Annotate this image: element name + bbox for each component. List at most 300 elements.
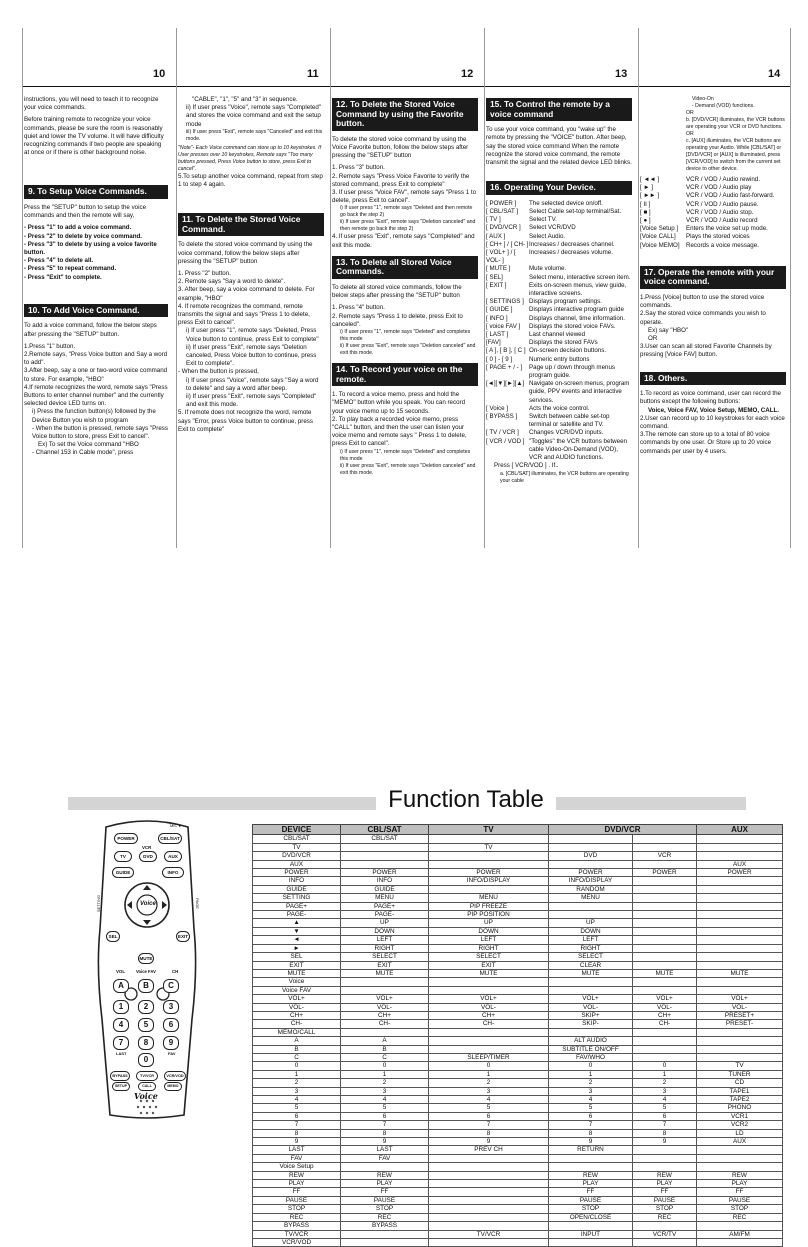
info-button[interactable]: INFO (162, 867, 184, 878)
table-cell: 0 (253, 1062, 341, 1070)
list-item: i) If user press "1", remote says "Deleted and then remote go back the step 2) (340, 205, 473, 219)
table-cell: UP (429, 919, 549, 927)
digit-7-button[interactable]: 7 (113, 1036, 129, 1050)
table-cell: FF (697, 1188, 783, 1196)
table-cell: RIGHT (549, 944, 633, 952)
key-description-row (486, 339, 632, 347)
table-cell (697, 978, 783, 986)
table-cell: PAUSE (697, 1196, 783, 1204)
bypass-button[interactable]: BYPASS (110, 1071, 130, 1081)
table-cell: TV/VCR (253, 1230, 341, 1238)
table-cell: TV/VCR (429, 1230, 549, 1238)
key-name: [ CBL/SAT ] (486, 208, 519, 215)
table-cell (341, 986, 429, 994)
table-cell: CH- (429, 1020, 549, 1028)
list-item: 2.Say the stored voice commands you wish to operate. (640, 310, 766, 326)
page-label: PAGE (194, 898, 200, 909)
table-cell: PAGE- (341, 911, 429, 919)
table-cell: SELECT (549, 953, 633, 961)
table-row (253, 1154, 783, 1162)
table-cell (697, 877, 783, 885)
key-name: [ INFO ] (486, 314, 508, 322)
key-description: Increases / decreases channel. (529, 240, 615, 248)
table-cell: 3 (253, 1087, 341, 1095)
table-cell (429, 1238, 549, 1246)
key-name: [ PAGE + / - ] (486, 363, 523, 371)
table-cell: ► (253, 944, 341, 952)
table-cell (341, 860, 429, 868)
table-row (253, 1028, 783, 1036)
table-row (253, 1163, 783, 1171)
table-cell: 2 (341, 1079, 429, 1087)
table-cell: MUTE (253, 969, 341, 977)
table-cell: STOP (341, 1205, 429, 1213)
list-item: OR (686, 110, 694, 116)
table-cell: 5 (549, 1104, 633, 1112)
page-number: 10 (153, 68, 166, 80)
cbl-sat-button[interactable]: CBL/SAT (158, 833, 182, 844)
key-description: Plays the stored voices (686, 233, 750, 241)
table-cell (549, 1154, 633, 1162)
key-description: On-screen decision buttons. (529, 347, 607, 355)
table-cell: SLEEP/TIMER (429, 1053, 549, 1061)
table-cell (697, 986, 783, 994)
list-item: 2.User can record up to 10 keystrokes for each voice command. (640, 414, 785, 431)
table-cell: CH+ (341, 1011, 429, 1019)
table-cell: RETURN (549, 1146, 633, 1154)
list-item: - When the button is pressed, (178, 368, 259, 376)
list-item: 3.After beep, say a one or two-word voice command to store. For example, "HBO" (24, 367, 168, 383)
exit-button[interactable]: EXIT (176, 931, 190, 942)
table-row (253, 978, 783, 986)
table-row (253, 961, 783, 969)
list-item: iii) If user press "Exit", remote says "Canceled" and exit this mode. (186, 128, 323, 142)
key-description: Displays the stored voice FAVs. (529, 322, 616, 330)
table-cell (549, 1238, 633, 1246)
list-item: Video-On (692, 96, 714, 102)
tv-vcr-button[interactable]: TV/VCR (136, 1071, 158, 1081)
paragraph: To delete the stored voice command by using the voice command, follow the below steps after pressing the "SETUP" button (178, 241, 313, 265)
table-cell: MEMO/CALL (253, 1028, 341, 1036)
table-cell: REW (549, 1171, 633, 1179)
list-item: 5. If remote does not recognize the word, remote says "Error, press Voice button to continue, press Exit to complete" (178, 409, 313, 433)
key-description: Page up / down through menus program guide. (529, 363, 615, 380)
list-item: ii) If user press "Exit", remote says "Deletion canceled" and exit this mode. (340, 343, 476, 357)
table-cell: SETTING (253, 894, 341, 902)
table-cell (429, 1171, 549, 1179)
table-cell (429, 1037, 549, 1045)
list-item: - Press "5" to repeat command. (24, 265, 117, 273)
key-name: [ AUX ] (486, 232, 506, 240)
digit-4-button[interactable]: 4 (113, 1018, 129, 1032)
key-description: VCR / VOD / Audio stop. (686, 208, 754, 216)
power-button[interactable]: POWER (114, 833, 138, 844)
section-heading: 12. To Delete the Stored Voice Command by using the Favorite button. (332, 98, 478, 131)
table-row (253, 1171, 783, 1179)
table-cell: STOP (549, 1205, 633, 1213)
table-cell: 1 (633, 1070, 697, 1078)
key-name: [Voice Setup ] (640, 225, 679, 233)
call-button[interactable]: CALL (138, 1082, 156, 1091)
table-cell: SELECT (341, 953, 429, 961)
table-cell: FAV (341, 1154, 429, 1162)
table-row (253, 927, 783, 935)
key-description-row (486, 249, 632, 265)
table-cell: 2 (549, 1079, 633, 1087)
tv-button[interactable]: TV (114, 851, 132, 862)
c-button[interactable]: C (163, 979, 179, 993)
table-cell: GUIDE (253, 885, 341, 893)
table-cell: CBL/SAT (253, 835, 341, 843)
key-name: [ DVD/VCR ] (486, 224, 521, 232)
table-cell: INFO (341, 877, 429, 885)
section-heading: 17. Operate the remote with your voice command. (640, 266, 786, 289)
key-description: The selected device on/off. (529, 199, 603, 207)
table-cell (633, 1146, 697, 1154)
key-description-row (486, 315, 632, 323)
table-cell: A (253, 1037, 341, 1045)
table-cell (341, 1028, 429, 1036)
list-item: ii) If user press "Voice", remote says "Completed" and stores the voice command and exit the setup mode (186, 104, 321, 128)
table-row (253, 1070, 783, 1078)
table-cell (697, 1222, 783, 1230)
table-cell (697, 927, 783, 935)
table-cell: 5 (429, 1104, 549, 1112)
key-name: [ 0 ] - [ 9 ] (486, 355, 513, 363)
paragraph: instructions, you will need to teach it to recognize your voice commands. (24, 96, 159, 112)
list-item: - When the button is pressed, remote says "Press Voice button to store, press Exit to cancel". (32, 424, 168, 441)
key-name: [ VCR / VOD ] (486, 437, 525, 445)
column-header: AUX (697, 825, 783, 835)
table-cell: 5 (341, 1104, 429, 1112)
table-cell: PLAY (341, 1180, 429, 1188)
table-row (253, 1138, 783, 1146)
key-name: [ ■ ] (640, 208, 651, 216)
table-cell: PIP POSITION (429, 911, 549, 919)
key-description-row (640, 233, 786, 241)
table-body (253, 835, 783, 1247)
column-page-10 (24, 96, 168, 458)
table-cell (697, 852, 783, 860)
memo-button[interactable]: MEMO (164, 1082, 182, 1091)
b-button[interactable]: B (138, 979, 154, 993)
table-cell: PHONO (697, 1104, 783, 1112)
table-cell (633, 911, 697, 919)
table-cell: CH- (633, 1020, 697, 1028)
table-cell: TAPE2 (697, 1096, 783, 1104)
table-row (253, 986, 783, 994)
table-cell: SKIP- (549, 1020, 633, 1028)
table-cell (697, 953, 783, 961)
fav-button[interactable]: FAV (168, 1051, 176, 1056)
table-cell: 2 (429, 1079, 549, 1087)
table-cell: CH- (253, 1020, 341, 1028)
dvd-button[interactable]: DVD (139, 851, 157, 862)
table-cell (633, 953, 697, 961)
key-description-row (640, 242, 786, 250)
ch-label: CH (172, 969, 179, 974)
list-item: 1. Press "2" button. (178, 270, 231, 278)
table-cell (341, 1230, 429, 1238)
table-cell (429, 1163, 549, 1171)
key-description-row (486, 331, 632, 339)
table-cell (697, 1045, 783, 1053)
table-cell (429, 860, 549, 868)
table-cell: REW (253, 1171, 341, 1179)
table-cell: VCR2 (697, 1121, 783, 1129)
table-row (253, 1188, 783, 1196)
table-cell (429, 1154, 549, 1162)
key-description: Acts the voice control. (529, 404, 590, 412)
table-cell: 1 (429, 1070, 549, 1078)
setup-button[interactable]: SETUP (112, 1082, 130, 1091)
table-cell: INPUT (549, 1230, 633, 1238)
key-list (486, 200, 632, 463)
key-description: Select VCR/DVD (529, 224, 576, 232)
aux-button[interactable]: AUX (164, 851, 182, 862)
table-cell (549, 1028, 633, 1036)
table-cell: PLAY (253, 1180, 341, 1188)
key-description: Mute volume. (529, 265, 567, 273)
column-header: TV (429, 825, 549, 835)
key-description-row (486, 413, 632, 429)
table-cell (341, 843, 429, 851)
table-cell: BYPASS (253, 1222, 341, 1230)
table-row (253, 1205, 783, 1213)
table-cell (549, 978, 633, 986)
table-row (253, 843, 783, 851)
column-page-14 (640, 96, 786, 456)
list-item: Ex) say "HBO" (648, 326, 689, 334)
paragraph: 5.To setup another voice command, repeat from step 1 to step 4 again. (178, 172, 323, 189)
key-description-row (486, 298, 632, 306)
key-description: Displays interactive program guide (529, 306, 624, 314)
table-cell (697, 843, 783, 851)
table-cell: GUIDE (341, 885, 429, 893)
table-cell: MUTE (697, 969, 783, 977)
table-cell: CBL/SAT (341, 835, 429, 843)
voice-center-button[interactable]: Voice (140, 901, 156, 907)
list-item: - Channel 153 in Cable mode", press (32, 449, 134, 457)
digit-5-button[interactable]: 5 (138, 1018, 154, 1032)
list-item: - Press "2" to delete by voice command. (24, 232, 142, 240)
table-cell (633, 978, 697, 986)
list-item: 3. If user press "Voice FAV", remote says "Press 1 to delete, press Exit to cancel". (332, 189, 477, 205)
table-cell: VOL- (341, 1003, 429, 1011)
key-description: Changes VCR/DVD inputs. (529, 429, 604, 437)
table-row (253, 885, 783, 893)
section-heading: 10. To Add Voice Command. (24, 304, 168, 318)
table-cell: 8 (633, 1129, 697, 1137)
table-cell: 7 (429, 1121, 549, 1129)
fold-line (790, 28, 791, 548)
list-item: 1.To record as voice command, user can record the buttons except the following buttons: (640, 390, 782, 406)
table-row (253, 860, 783, 868)
table-row (253, 1146, 783, 1154)
table-cell: 1 (253, 1070, 341, 1078)
list-item: 2. Remote says "Press Voice Favorite to verify the stored command, press Exit to complete" (332, 172, 470, 188)
table-cell (341, 1238, 429, 1246)
table-cell: REW (341, 1171, 429, 1179)
remote-control-illustration (96, 819, 198, 1119)
key-description: Displays the stored FAVs (529, 339, 598, 347)
voice-fav-button[interactable]: Voice FAV (136, 969, 156, 974)
table-cell: 9 (341, 1138, 429, 1146)
table-row (253, 1087, 783, 1095)
table-cell: LD (697, 1129, 783, 1137)
table-row (253, 852, 783, 860)
table-cell (633, 919, 697, 927)
key-description-row (486, 356, 632, 364)
list-item: 4. If user press "Exit", remote says "Completed" and exit this mode. (332, 233, 475, 249)
last-button[interactable]: LAST (116, 1051, 127, 1056)
table-cell: FAV (253, 1154, 341, 1162)
table-cell: REC (697, 1213, 783, 1221)
table-row (253, 1129, 783, 1137)
paragraph: To add a voice command, follow the below steps after pressing the "SETUP" button. (24, 322, 157, 338)
table-cell: TUNER (697, 1070, 783, 1078)
table-cell (549, 986, 633, 994)
table-cell: 2 (633, 1079, 697, 1087)
key-description: VCR / VOD / Audio pause. (686, 200, 759, 208)
table-cell: Voice Setup (253, 1163, 341, 1171)
key-description: Exits on-screen menus, view guide, interactive screens. (529, 281, 627, 298)
table-cell: MUTE (341, 969, 429, 977)
page-number: 14 (768, 68, 781, 80)
table-cell (633, 894, 697, 902)
table-cell: PAUSE (549, 1196, 633, 1204)
table-cell: 3 (429, 1087, 549, 1095)
section-heading: 16. Operating Your Device. (486, 181, 632, 195)
digit-0-button[interactable]: 0 (138, 1053, 154, 1067)
table-row (253, 1222, 783, 1230)
table-row (253, 1079, 783, 1087)
table-cell: VCR1 (697, 1112, 783, 1120)
table-row (253, 969, 783, 977)
table-cell: Voice FAV (253, 986, 341, 994)
table-row (253, 835, 783, 843)
table-cell: AUX (253, 860, 341, 868)
table-cell (697, 936, 783, 944)
table-cell: FF (549, 1188, 633, 1196)
title-bar-right (556, 797, 746, 810)
guide-button[interactable]: GUIDE (112, 867, 134, 878)
table-cell: VOL- (429, 1003, 549, 1011)
digit-1-button[interactable]: 1 (113, 1000, 129, 1014)
key-description-row (640, 225, 786, 233)
table-cell: B (253, 1045, 341, 1053)
table-cell: LAST (253, 1146, 341, 1154)
digit-2-button[interactable]: 2 (138, 1000, 154, 1014)
digit-3-button[interactable]: 3 (163, 1000, 179, 1014)
section-heading: 15. To Control the remote by a voice command (486, 98, 632, 121)
digit-9-button[interactable]: 9 (163, 1036, 179, 1050)
table-cell (633, 936, 697, 944)
table-cell (429, 1045, 549, 1053)
key-description-row (486, 224, 632, 232)
list-item: "CABLE", "1", "5" and "3" in sequence. (192, 96, 298, 103)
table-cell: 6 (253, 1112, 341, 1120)
table-cell: 8 (253, 1129, 341, 1137)
digit-6-button[interactable]: 6 (163, 1018, 179, 1032)
fold-line (22, 28, 23, 548)
table-cell: EXIT (429, 961, 549, 969)
table-cell: INFO/DISPLAY (429, 877, 549, 885)
key-name: [ ►► ] (640, 192, 660, 200)
key-description: VCR / VOD / Audio record (686, 217, 758, 225)
table-cell (549, 860, 633, 868)
sel-button[interactable]: SEL (106, 931, 120, 942)
list-item: ii) If user press "Exit", remote says "Deletion canceled, Press Voice button to continue, press Exit to complete". (186, 343, 317, 368)
table-cell: 3 (341, 1087, 429, 1095)
table-cell: DOWN (341, 927, 429, 935)
table-cell: 8 (549, 1129, 633, 1137)
list-item: - Press "4" to delete all. (24, 257, 94, 265)
table-cell (633, 1163, 697, 1171)
table-cell: VOL+ (697, 995, 783, 1003)
table-cell (429, 978, 549, 986)
table-cell: 3 (633, 1087, 697, 1095)
table-cell: VCR/VOD (253, 1238, 341, 1246)
table-cell: REW (633, 1171, 697, 1179)
table-cell: BYPASS (341, 1222, 429, 1230)
table-row (253, 1003, 783, 1011)
list-item: 4.If remote recognizes the word, remote says "Press Buttons to enter channel number" and the currently selected device LED turns on. (24, 383, 168, 408)
table-cell (633, 927, 697, 935)
table-cell: 6 (549, 1112, 633, 1120)
table-cell: STOP (697, 1205, 783, 1213)
title-bar-left (68, 797, 376, 810)
column-header: CBL/SAT (341, 825, 429, 835)
mute-button[interactable]: MUTE (138, 953, 154, 964)
table-cell: DVD (549, 852, 633, 860)
column-page-12 (332, 96, 478, 477)
table-cell (429, 1028, 549, 1036)
table-cell (697, 1028, 783, 1036)
table-cell: INFO/DISPLAY (549, 877, 633, 885)
a-button[interactable]: A (113, 979, 129, 993)
table-row (253, 1121, 783, 1129)
paragraph: To delete the stored voice command by using the Voice Favorite button, follow the below steps after pressing the "SETUP" button (332, 135, 469, 160)
table-row (253, 1213, 783, 1221)
table-cell: AM/FM (697, 1230, 783, 1238)
vcr-vod-button[interactable]: VCR/VOD (164, 1071, 186, 1081)
list-item: 3. After beep, say a voice command to delete. For example, "HBO" (178, 286, 315, 302)
table-cell: 0 (549, 1062, 633, 1070)
table-cell: PAUSE (253, 1196, 341, 1204)
table-row (253, 1062, 783, 1070)
table-cell: VOL- (633, 1003, 697, 1011)
table-cell: ▼ (253, 927, 341, 935)
table-cell: 7 (341, 1121, 429, 1129)
table-cell (697, 1154, 783, 1162)
list-item: ii) If user press "Exit", remote says "Deletion canceled" and then remote go back the step 2) (340, 219, 476, 233)
table-cell: 0 (341, 1062, 429, 1070)
list-item: 3.User can scan all stored Favorite Channels by pressing [Voice FAV] button. (640, 343, 772, 359)
list-item: 1.Press "1" button. (24, 342, 76, 350)
table-cell: 9 (429, 1138, 549, 1146)
table-row (253, 944, 783, 952)
digit-8-button[interactable]: 8 (138, 1036, 154, 1050)
key-description-row (486, 429, 632, 437)
key-name: [◄][▼][►][▲] (486, 380, 525, 388)
table-row (253, 1180, 783, 1188)
key-description-row (486, 347, 632, 355)
table-cell: A (341, 1037, 429, 1045)
paragraph: Before training remote to recognize your voice commands, please be sure the room is reasonably quiet and lower the TV volume. It will have difficulty recognizing commands if two people are speaking at once or if there is other background noise. (24, 116, 164, 157)
table-cell: 8 (341, 1129, 429, 1137)
setting-page-label: SETTING (96, 894, 102, 913)
